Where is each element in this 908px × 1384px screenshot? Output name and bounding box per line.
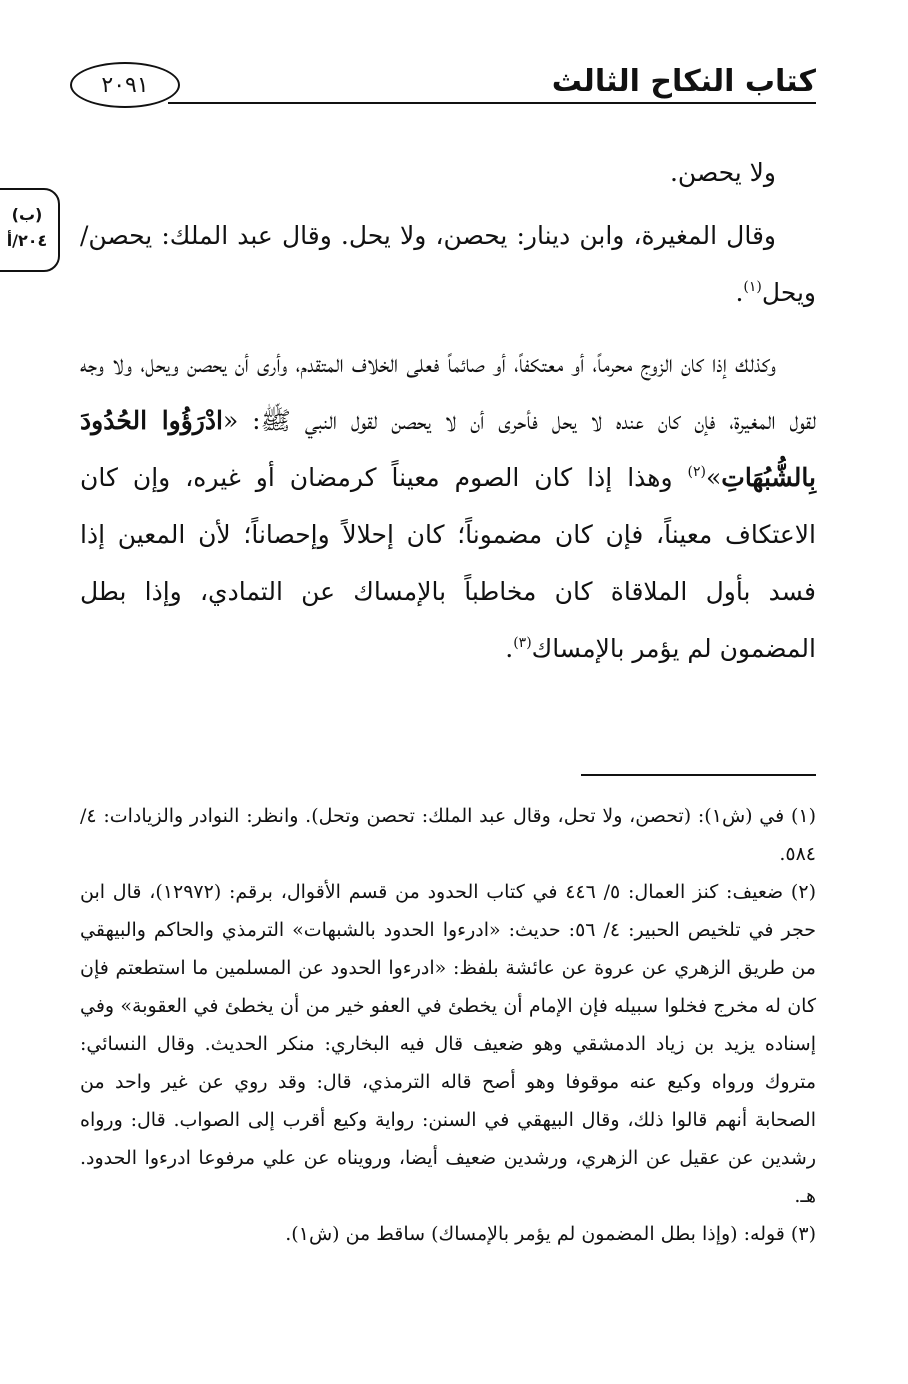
- manuscript-folio-marker: [0, 188, 60, 272]
- footnote-ref-1[interactable]: (١): [743, 279, 762, 295]
- paragraph-3-end: .: [505, 634, 514, 663]
- paragraph-3-continued: وهذا إذا كان الصوم معيناً كرمضان أو غيره، وإن كان الاعتكاف معيناً، فإن كان مضموناً؛ كان إحلالاً وإحصاناً؛ لأن المعين إذا فسد بأول الملاقاة كان مخاطباً بالإمساك عن التمادي، وإذا بطل المضمون لم يؤمر بالإمساك: [80, 463, 816, 663]
- paragraph-2-end: .: [735, 278, 744, 307]
- folio-marker-line2: ٢٠٤/أ: [6, 231, 48, 250]
- footnote-separator: [581, 774, 816, 776]
- hadith-quote: ادْرَؤُوا الحُدُودَ بِالشُّبُهَاتِ: [80, 406, 816, 492]
- running-header-title: كتاب النكاح الثالث: [551, 64, 816, 99]
- quote-close: »: [705, 463, 722, 492]
- header-rule: [168, 102, 816, 104]
- page-number-text: ٢٠٩١: [101, 72, 149, 98]
- paragraph-3-text: وكذلك إذا كان الزوج محرماً، أو معتكفاً، أو صائماً فعلى الخلاف المتقدم، وأرى أن يحصن ويحل، ولا وجه لقول المغيرة، فإن كان عنده لا يحل فأحرى أن لا يحصن لقول النبي ﷺ: «: [80, 349, 816, 435]
- page-number: [70, 62, 180, 108]
- footnote-ref-2[interactable]: (٢): [687, 464, 706, 480]
- main-text: [80, 144, 816, 677]
- footnote-1: (١) في (ش١): (تحصن، ولا تحل، وقال عبد الملك: تحصن وتحل). وانظر: النوادر والزيادات: ٤/ ٥٨٤.: [80, 805, 816, 865]
- footnotes: [80, 797, 816, 1253]
- footnote-2: (٢) ضعيف: كنز العمال: ٥/ ٤٤٦ في كتاب الحدود من قسم الأقوال، برقم: (١٢٩٧٢)، قال ابن حجر في تلخيص الحبير: ٤/ ٥٦: حديث: «ادرءوا الحدود بالشبهات» الترمذي والحاكم والبيهقي من طريق الزهري عن عروة عن عائشة بلفظ: «ادرءوا الحدود عن المسلمين ما استطعتم فإن كان له مخرج فخلوا سبيله فإن الإمام أن يخطئ في العفو خير من أن يخطئ في العقوبة» وفي إسناده يزيد بن زياد الدمشقي وهو ضعيف قال فيه البخاري: منكر الحديث. وقال النسائي: متروك ورواه وكيع عنه موقوفا وهو أصح قاله الترمذي، قال: وقد روي عن غير واحد من الصحابة أنهم قالوا ذلك، وقال البيهقي في السنن: رواية وكيع أقرب إلى الصواب. قال: ورواه رشدين عن عقيل عن الزهري، ورشدين ضعيف أيضا، ورويناه عن علي مرفوعا ادرءوا الحدود. هـ.: [80, 881, 817, 1207]
- folio-marker-line1: (ب): [11, 205, 43, 224]
- paragraph-2: [80, 207, 816, 321]
- footnote-3: (٣) قوله: (وإذا بطل المضمون لم يؤمر بالإمساك) ساقط من (ش١).: [285, 1223, 816, 1245]
- paragraph-1: ولا يحصن.: [669, 158, 776, 187]
- paragraph-3: [80, 335, 816, 677]
- paragraph-2-text: وقال المغيرة، وابن دينار: يحصن، ولا يحل. وقال عبد الملك: يحصن/ ويحل: [80, 221, 816, 307]
- footnote-ref-3[interactable]: (٣): [513, 635, 532, 651]
